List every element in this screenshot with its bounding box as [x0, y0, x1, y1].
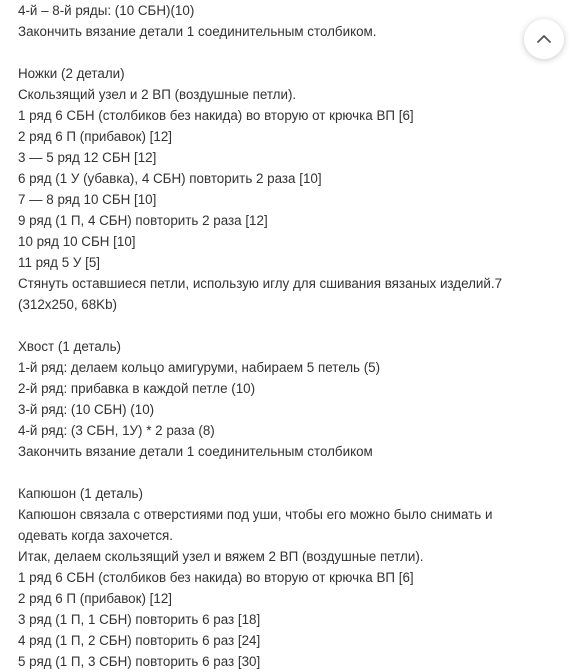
- text-line: 10 ряд 10 СБН [10]: [18, 234, 136, 249]
- blank-line: [18, 315, 558, 336]
- text-line: 1-й ряд: делаем кольцо амигуруми, набираем 5 петель (5): [18, 360, 381, 375]
- image-size-caption: (312x250, 68Kb): [18, 297, 118, 312]
- text-line: 4 ряд (1 П, 2 СБН) повторить 6 раз [24]: [18, 633, 261, 648]
- text-line: 1 ряд 6 СБН (столбиков без накида) во вторую от крючка ВП [6]: [18, 108, 414, 123]
- text-line: Итак, делаем скользящий узел и вяжем 2 ВП (воздушные петли).: [18, 549, 424, 564]
- text-line: 3 ряд (1 П, 1 СБН) повторить 6 раз [18]: [18, 612, 261, 627]
- text-line: 9 ряд (1 П, 4 СБН) повторить 2 раза [12]: [18, 213, 268, 228]
- text-line: Закончить вязание детали 1 соединительным столбиком.: [18, 24, 377, 39]
- text-line: 11 ряд 5 У [5]: [18, 255, 100, 270]
- text-line: 4-й – 8-й ряды: (10 СБН)(10): [18, 3, 195, 18]
- text-line: 5 ряд (1 П, 3 СБН) повторить 6 раз [30]: [18, 654, 261, 669]
- section-heading-tail: Хвост (1 деталь): [18, 339, 122, 354]
- text-line: одевать когда захочется.: [18, 528, 173, 543]
- text-line: Капюшон связала с отверстиями под уши, чтобы его можно было снимать и: [18, 507, 493, 522]
- text-line: 4-й ряд: (3 СБН, 1У) * 2 раза (8): [18, 423, 215, 438]
- text-line: 2 ряд 6 П (прибавок) [12]: [18, 591, 172, 606]
- text-line: 7 — 8 ряд 10 СБН [10]: [18, 192, 157, 207]
- blank-line: [18, 462, 558, 483]
- text-line: 6 ряд (1 У (убавка), 4 СБН) повторить 2 раза [10]: [18, 171, 322, 186]
- chevron-up-icon: [535, 30, 553, 48]
- article-text: [18, 0, 558, 672]
- scroll-to-top-button[interactable]: [524, 19, 564, 59]
- text-line: Скользящий узел и 2 ВП (воздушные петли).: [18, 87, 297, 102]
- text-line: 3-й ряд: (10 СБН) (10): [18, 402, 155, 417]
- text-line: 2 ряд 6 П (прибавок) [12]: [18, 129, 172, 144]
- section-heading-legs: Ножки (2 детали): [18, 66, 125, 81]
- text-line: 2-й ряд: прибавка в каждой петле (10): [18, 381, 256, 396]
- text-line: 3 — 5 ряд 12 СБН [12]: [18, 150, 157, 165]
- text-line: 1 ряд 6 СБН (столбиков без накида) во вторую от крючка ВП [6]: [18, 570, 414, 585]
- text-line: Стянуть оставшиеся петли, использую иглу для сшивания вязаных изделий.7: [18, 276, 503, 291]
- section-heading-hood: Капюшон (1 деталь): [18, 486, 143, 501]
- blank-line: [18, 42, 558, 63]
- text-line: Закончить вязание детали 1 соединительным столбиком: [18, 444, 373, 459]
